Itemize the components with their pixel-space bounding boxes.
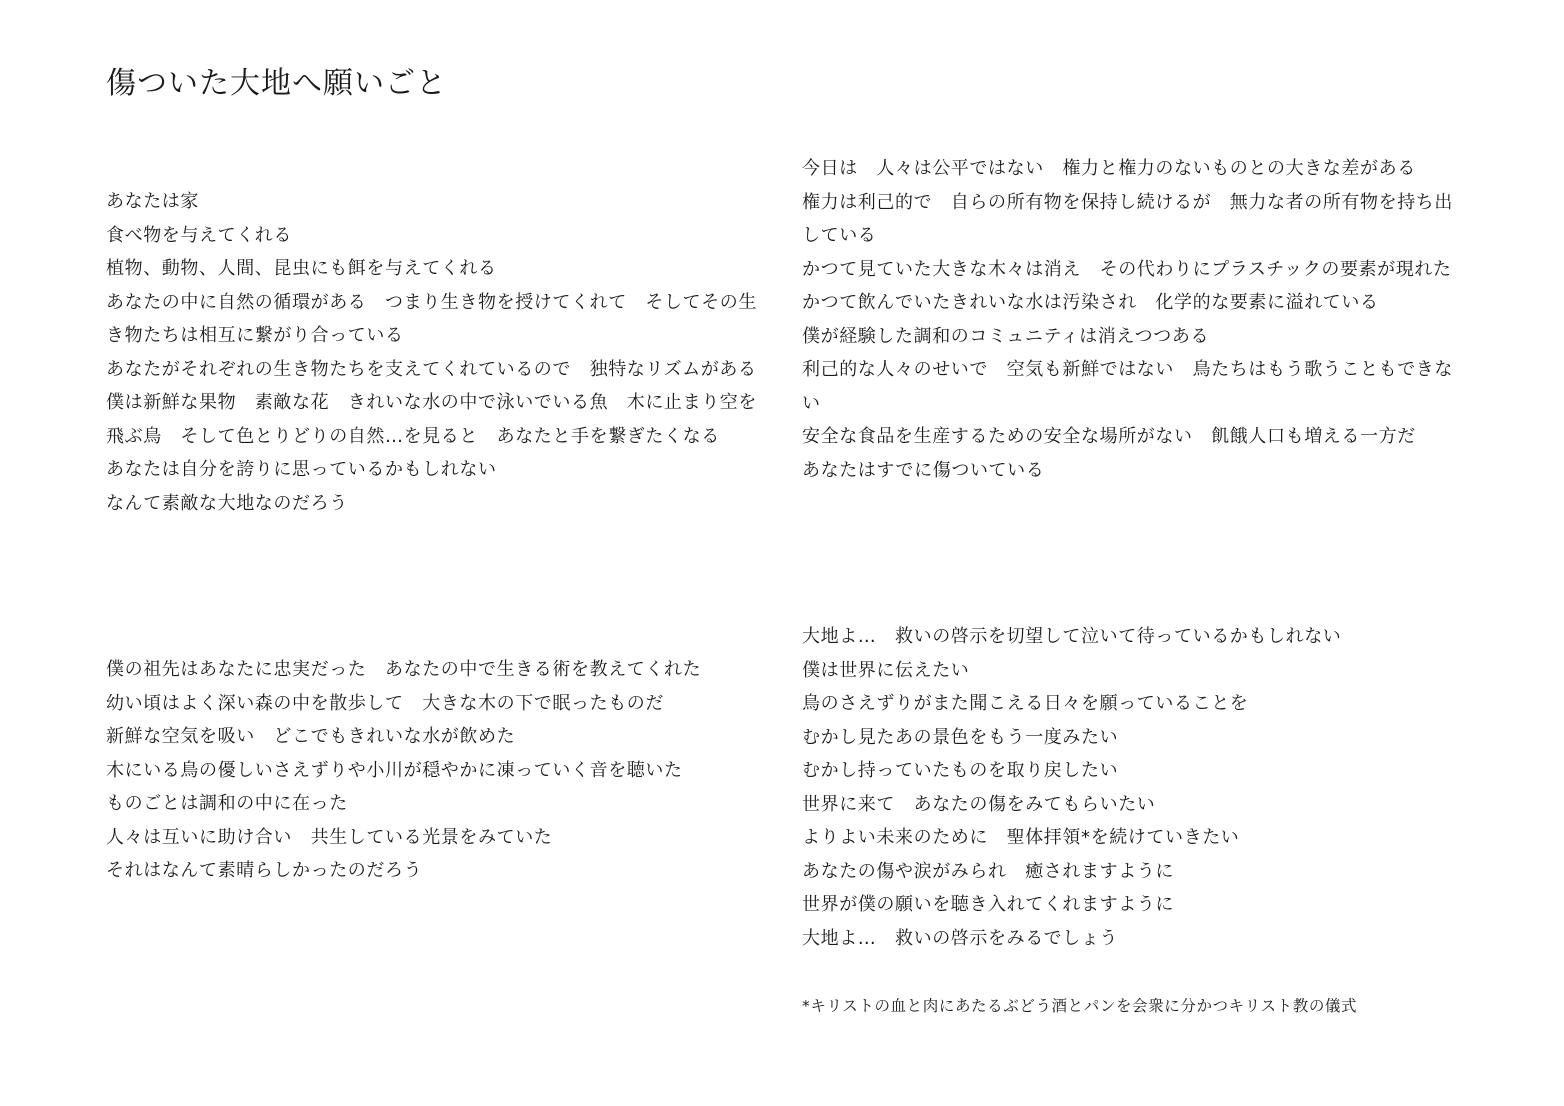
poem-line: 僕は新鮮な果物 素敵な花 きれいな水の中で泳いでいる魚 木に止まり空を飛ぶ鳥 そして色とりどりの自然…を見ると あなたと手を繋ぎたくなる	[106, 392, 757, 447]
stanza-left-2	[106, 653, 766, 888]
poem-line: 利己的な人々のせいで 空気も新鮮ではない 鳥たちはもう歌うこともできない	[802, 359, 1453, 414]
poem-line: 人々は互いに助け合い 共生している光景をみていた	[106, 826, 553, 848]
poem-line: かつて飲んでいたきれいな水は汚染され 化学的な要素に溢れている	[802, 292, 1379, 313]
stanza-right-2	[802, 620, 1462, 955]
poem-line: 植物、動物、人間、昆虫にも餌を与えてくれる	[106, 258, 497, 279]
poem-line: 僕は世界に伝えたい	[802, 659, 970, 681]
stanza-left-1	[106, 185, 766, 520]
poem-line: あなたの中に自然の循環がある つまり生き物を授けてくれて そしてその生き物たちは相互に繋がり合っている	[106, 291, 757, 346]
poem-line: 僕が経験した調和のコミュニティは消えつつある	[802, 325, 1210, 347]
poem-line: 大地よ… 救いの啓示を切望して泣いて待っているかもしれない	[802, 626, 1342, 647]
poem-line: あなたの傷や涙がみられ 癒されますように	[802, 860, 1174, 882]
poem-line: 鳥のさえずりがまた聞こえる日々を願っていることを	[802, 693, 1249, 714]
poem-line: 木にいる鳥の優しいさえずりや小川が穏やかに凍っていく音を聴いた	[106, 759, 683, 781]
poem-line: なんて素敵な大地なのだろう	[106, 492, 348, 514]
poem-line: 安全な食品を生産するための安全な場所がない 飢餓人口も増える一方だ	[802, 426, 1416, 447]
poem-line: ものごとは調和の中に在った	[106, 793, 348, 814]
poem-line: 僕の祖先はあなたに忠実だった あなたの中で生きる術を教えてくれた	[106, 659, 702, 680]
poem-line: それはなんて素晴らしかったのだろう	[106, 860, 423, 881]
poem-line: 世界が僕の願いを聴き入れてくれますように	[802, 894, 1174, 915]
poem-line: 世界に来て あなたの傷をみてもらいたい	[802, 793, 1156, 815]
poem-line: あなたは自分を誇りに思っているかもしれない	[106, 459, 497, 480]
stanza-right-1	[802, 152, 1462, 487]
poem-line: あなたはすでに傷ついている	[802, 459, 1045, 481]
poem-line: むかし見たあの景色をもう一度みたい	[802, 726, 1119, 748]
poem-line: よりよい未来のために 聖体拝領*を続けていきたい	[802, 827, 1240, 848]
poem-line: 新鮮な空気を吸い どこでもきれいな水が飲めた	[106, 726, 516, 747]
poem-line: 権力は利己的で 自らの所有物を保持し続けるが 無力な者の所有物を持ち出している	[802, 191, 1453, 246]
poem-line: むかし持っていたものを取り戻したい	[802, 760, 1119, 781]
poem-line: 今日は 人々は公平ではない 権力と権力のないものとの大きな差がある	[802, 158, 1416, 179]
poem-line: あなたがそれぞれの生き物たちを支えてくれているので 独特なリズムがある	[106, 358, 757, 380]
poem-line: あなたは家	[106, 191, 199, 212]
poem-line: 大地よ… 救いの啓示をみるでしょう	[802, 927, 1119, 949]
footnote: *キリストの血と肉にあたるぶどう酒とパンを会衆に分かつキリスト教の儀式	[802, 997, 1358, 1015]
poem-line: 食べ物を与えてくれる	[106, 224, 292, 246]
poem-title: 傷ついた大地へ願いごと	[106, 66, 447, 101]
poem-line: かつて見ていた大きな木々は消え その代わりにプラスチックの要素が現れた	[802, 258, 1452, 280]
poem-line: 幼い頃はよく深い森の中を散歩して 大きな木の下で眠ったものだ	[106, 692, 664, 714]
